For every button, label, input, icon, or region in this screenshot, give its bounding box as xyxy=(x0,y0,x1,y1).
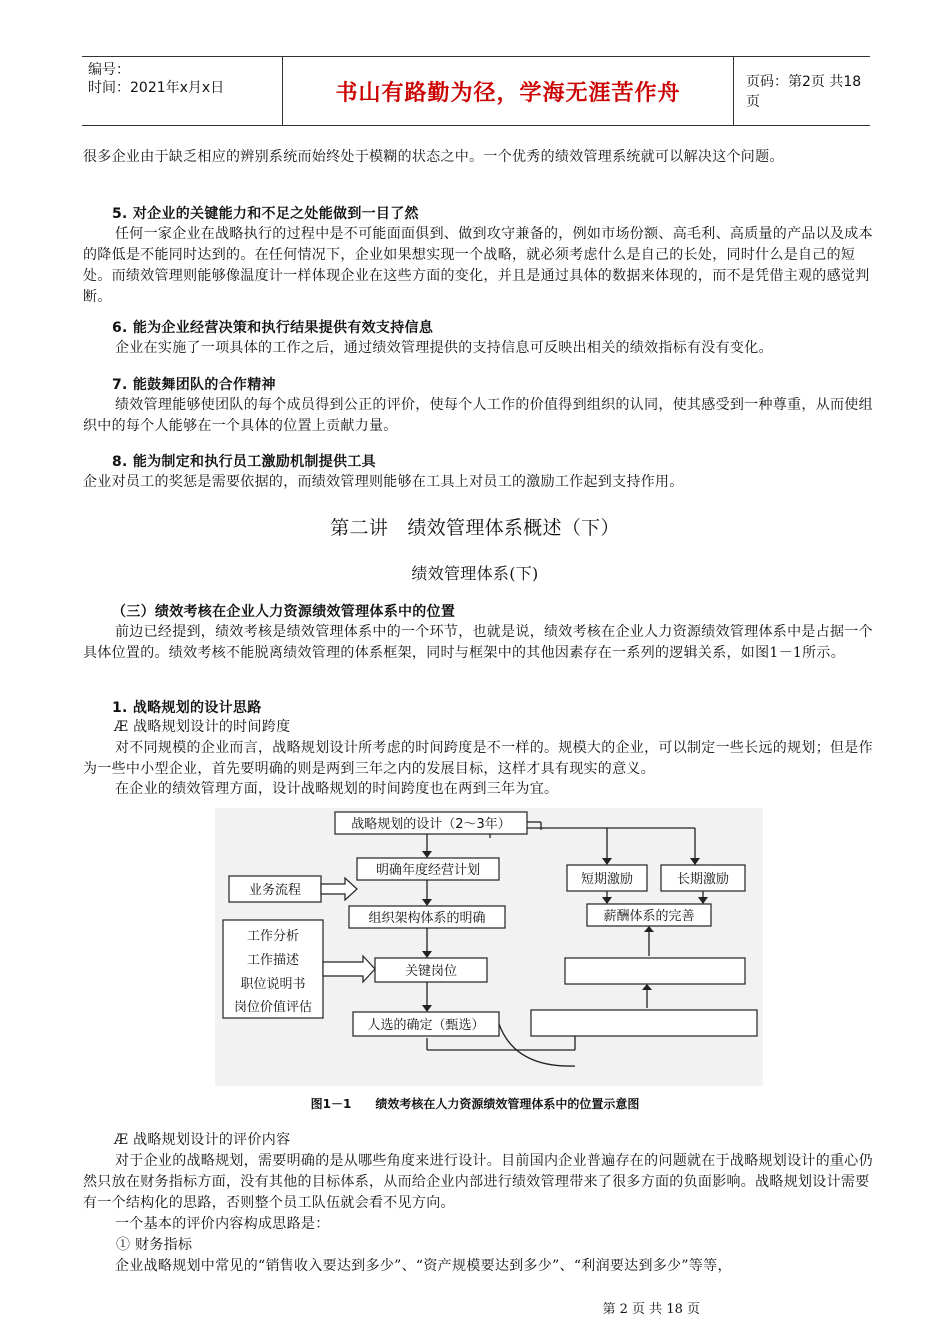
section-subtitle: 绩效管理体系(下) xyxy=(411,564,539,583)
figure-caption: 图1－1 绩效考核在人力资源绩效管理体系中的位置示意图 xyxy=(310,1097,640,1111)
blank-box-upper xyxy=(565,958,745,984)
heading-8: 8. 能为制定和执行员工激励机制提供工具 xyxy=(112,454,376,470)
heading-6: 6. 能为企业经营决策和执行结果提供有效支持信息 xyxy=(112,320,434,336)
diagram-compensation-label: 薪酬体系的完善 xyxy=(603,909,695,924)
bullet-time-span: Æ 战略规划设计的时间跨度 xyxy=(114,719,291,735)
paragraph-1b: 在企业的绩效管理方面，设计战略规划的时间跨度也在两到三年为宜。 xyxy=(115,781,559,797)
time-label: 时间：2021年x月x日 xyxy=(88,80,225,96)
diagram-business-process-label: 业务流程 xyxy=(248,883,302,898)
paragraph-8: 企业对员工的奖惩是需要依据的，而绩效管理则能够在工具上对员工的激励工作起到支持作用。 xyxy=(83,474,684,490)
diagram-org-structure-label: 组织架构体系的明确 xyxy=(368,911,486,926)
diagram-job-value-label: 岗位价值评估 xyxy=(233,1000,313,1015)
heading-7: 7. 能鼓舞团队的合作精神 xyxy=(112,377,276,393)
paragraph-1a: 对不同规模的企业而言，战略规划设计所考虑的时间跨度是不一样的。规模大的企业，可以制定一些长远的规划；但是作为一些中小型企业，首先要明确的则是两到三年之内的发展目标，这样才具有现实的意义。 xyxy=(83,740,873,777)
paragraph-7: 绩效管理能够使团队的每个成员得到公正的评价，使每个人工作的价值得到组织的认同，使其感受到一种尊重，从而使组织中的每个人能够在一个具体的位置上贡献力量。 xyxy=(83,397,873,434)
diagram-job-analysis-label: 工作分析 xyxy=(246,929,300,944)
paragraph-3: 前边已经提到，绩效考核是绩效管理体系中的一个环节，也就是说，绩效考核在企业人力资源绩效管理体系中是占据一个具体位置的。绩效考核不能脱离绩效管理的体系框架，同时与框架中的其他因素存在一系列的逻辑关系，如图1－1所示。 xyxy=(83,624,873,661)
header-motto: 书山有路勤为径，学海无涯苦作舟 xyxy=(282,57,734,125)
heading-1: 1. 战略规划的设计思路 xyxy=(112,700,262,716)
heading-5: 5. 对企业的关键能力和不足之处能做到一目了然 xyxy=(112,206,419,222)
page-footer: 第 2 页 共 18 页 xyxy=(602,1302,700,1317)
paragraph-6: 企业在实施了一项具体的工作之后，通过绩效管理提供的支持信息可反映出相关的绩效指标有没有变化。 xyxy=(115,340,773,356)
intro-paragraph: 很多企业由于缺乏相应的辨别系统而始终处于模糊的状态之中。一个优秀的绩效管理系统就可以解决这个问题。 xyxy=(83,149,784,165)
list-item-finance: ① 财务指标 xyxy=(116,1237,193,1253)
lecture-title: 第二讲 绩效管理体系概述（下） xyxy=(330,517,620,539)
diagram-short-incentive-label: 短期激励 xyxy=(580,872,634,887)
paragraph-5: 任何一家企业在战略执行的过程中是不可能面面俱到、做到攻守兼备的，例如市场份额、高毛利、高质量的产品以及成本的降低是不能同时达到的。在任何情况下，企业如果想实现一个战略，就必须考虑什么是自己的长处，同时什么是自己的短处。而绩效管理则能够像温度计一样体现企业在这些方面的变化，并且是通过具体的数据来体现的，而不是凭借主观的感觉判断。 xyxy=(83,226,873,305)
diagram-job-spec-label: 职位说明书 xyxy=(240,977,306,992)
serial-label: 编号： xyxy=(88,62,130,78)
diagram-strategy-label: 战略规划的设计（2～3年） xyxy=(351,817,511,832)
header-meta xyxy=(82,57,282,125)
diagram-long-incentive-label: 长期激励 xyxy=(676,872,730,887)
paragraph-2b: 一个基本的评价内容构成思路是： xyxy=(115,1216,330,1232)
hr-performance-diagram xyxy=(215,808,763,1086)
heading-3: （三）绩效考核在企业人力资源绩效管理体系中的位置 xyxy=(112,604,456,620)
diagram-job-description-label: 工作描述 xyxy=(246,953,300,968)
diagram-selection-label: 人选的确定（甄选） xyxy=(367,1018,485,1033)
diagram-annual-plan-label: 明确年度经营计划 xyxy=(375,863,481,878)
diagram-key-position-label: 关键岗位 xyxy=(404,964,458,979)
bullet-evaluation: Æ 战略规划设计的评价内容 xyxy=(114,1132,291,1148)
paragraph-2a: 对于企业的战略规划，需要明确的是从哪些角度来进行设计。目前国内企业普遍存在的问题就在于战略规划设计的重心仍然只放在财务指标方面，没有其他的目标体系，从而给企业内部进行绩效管理带来了很多方面的负面影响。战略规划设计需要有一个结构化的思路，否则整个员工队伍就会看不见方向。 xyxy=(83,1153,873,1211)
header-page-label: 页码：第2页 共18页 xyxy=(746,74,862,110)
paragraph-2c: 企业战略规划中常见的“销售收入要达到多少”、“资产规模要达到多少”、“利润要达到多少”等等， xyxy=(115,1258,732,1274)
blank-box-lower xyxy=(531,1010,757,1036)
page-header xyxy=(82,56,870,126)
